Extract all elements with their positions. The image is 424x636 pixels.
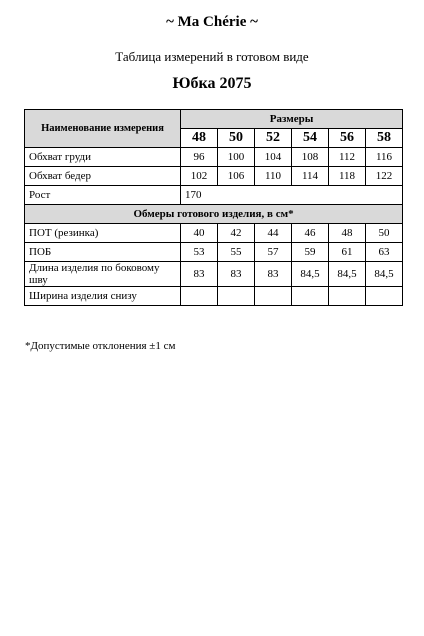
table-cell: 122 xyxy=(366,167,403,186)
table-cell xyxy=(255,287,292,306)
table-cell: 63 xyxy=(366,243,403,262)
table-cell: 108 xyxy=(292,148,329,167)
row-label: Ширина изделия снизу xyxy=(25,287,181,306)
table-cell: 46 xyxy=(292,224,329,243)
table-cell: 48 xyxy=(329,224,366,243)
table-row xyxy=(25,186,403,205)
table-cell: 84,5 xyxy=(366,262,403,287)
table-row xyxy=(25,148,403,167)
table-cell: 110 xyxy=(255,167,292,186)
row-label: Обхват бедер xyxy=(25,167,181,186)
table-cell: 114 xyxy=(292,167,329,186)
table-cell: 55 xyxy=(218,243,255,262)
section-header: Обмеры готового изделия, в см* xyxy=(25,205,403,224)
table-cell: 100 xyxy=(218,148,255,167)
product-title: Юбка 2075 xyxy=(172,75,252,92)
table-row xyxy=(25,287,403,306)
measurement-table xyxy=(24,109,403,306)
size-cell: 56 xyxy=(329,129,366,148)
tolerance-footnote: *Допустимые отклонения ±1 см xyxy=(25,340,176,352)
table-cell: 61 xyxy=(329,243,366,262)
table-cell: 106 xyxy=(218,167,255,186)
row-label: ПОБ xyxy=(25,243,181,262)
size-cell: 52 xyxy=(255,129,292,148)
table-cell: 84,5 xyxy=(329,262,366,287)
measurement-name-header: Наименование измерения xyxy=(25,110,181,148)
table-cell: 53 xyxy=(181,243,218,262)
table-cell: 83 xyxy=(181,262,218,287)
table-row xyxy=(25,262,403,287)
table-header-row xyxy=(25,110,403,129)
table-cell xyxy=(292,287,329,306)
brand-title: ~ Ma Chérie ~ xyxy=(166,14,258,30)
section-row xyxy=(25,205,403,224)
row-label: Обхват груди xyxy=(25,148,181,167)
table-row xyxy=(25,243,403,262)
table-cell xyxy=(366,287,403,306)
row-label: Длина изделия по боковому шву xyxy=(25,262,181,287)
table-row xyxy=(25,167,403,186)
table-row xyxy=(25,224,403,243)
table-cell: 112 xyxy=(329,148,366,167)
row-label: Рост xyxy=(25,186,181,205)
table-cell: 40 xyxy=(181,224,218,243)
size-cell: 48 xyxy=(181,129,218,148)
table-cell: 59 xyxy=(292,243,329,262)
table-cell xyxy=(218,287,255,306)
table-cell xyxy=(329,287,366,306)
table-cell: 102 xyxy=(181,167,218,186)
table-cell: 50 xyxy=(366,224,403,243)
document-subtitle: Таблица измерений в готовом виде xyxy=(115,49,309,64)
table-cell: 57 xyxy=(255,243,292,262)
size-cell: 54 xyxy=(292,129,329,148)
table-cell: 44 xyxy=(255,224,292,243)
row-label: ПОТ (резинка) xyxy=(25,224,181,243)
height-value: 170 xyxy=(181,186,403,205)
sizes-header: Размеры xyxy=(181,110,403,129)
table-cell: 83 xyxy=(218,262,255,287)
table-cell: 96 xyxy=(181,148,218,167)
table-cell xyxy=(181,287,218,306)
table-cell: 118 xyxy=(329,167,366,186)
size-cell: 58 xyxy=(366,129,403,148)
table-cell: 84,5 xyxy=(292,262,329,287)
table-cell: 116 xyxy=(366,148,403,167)
table-cell: 104 xyxy=(255,148,292,167)
table-cell: 83 xyxy=(255,262,292,287)
size-cell: 50 xyxy=(218,129,255,148)
table-cell: 42 xyxy=(218,224,255,243)
